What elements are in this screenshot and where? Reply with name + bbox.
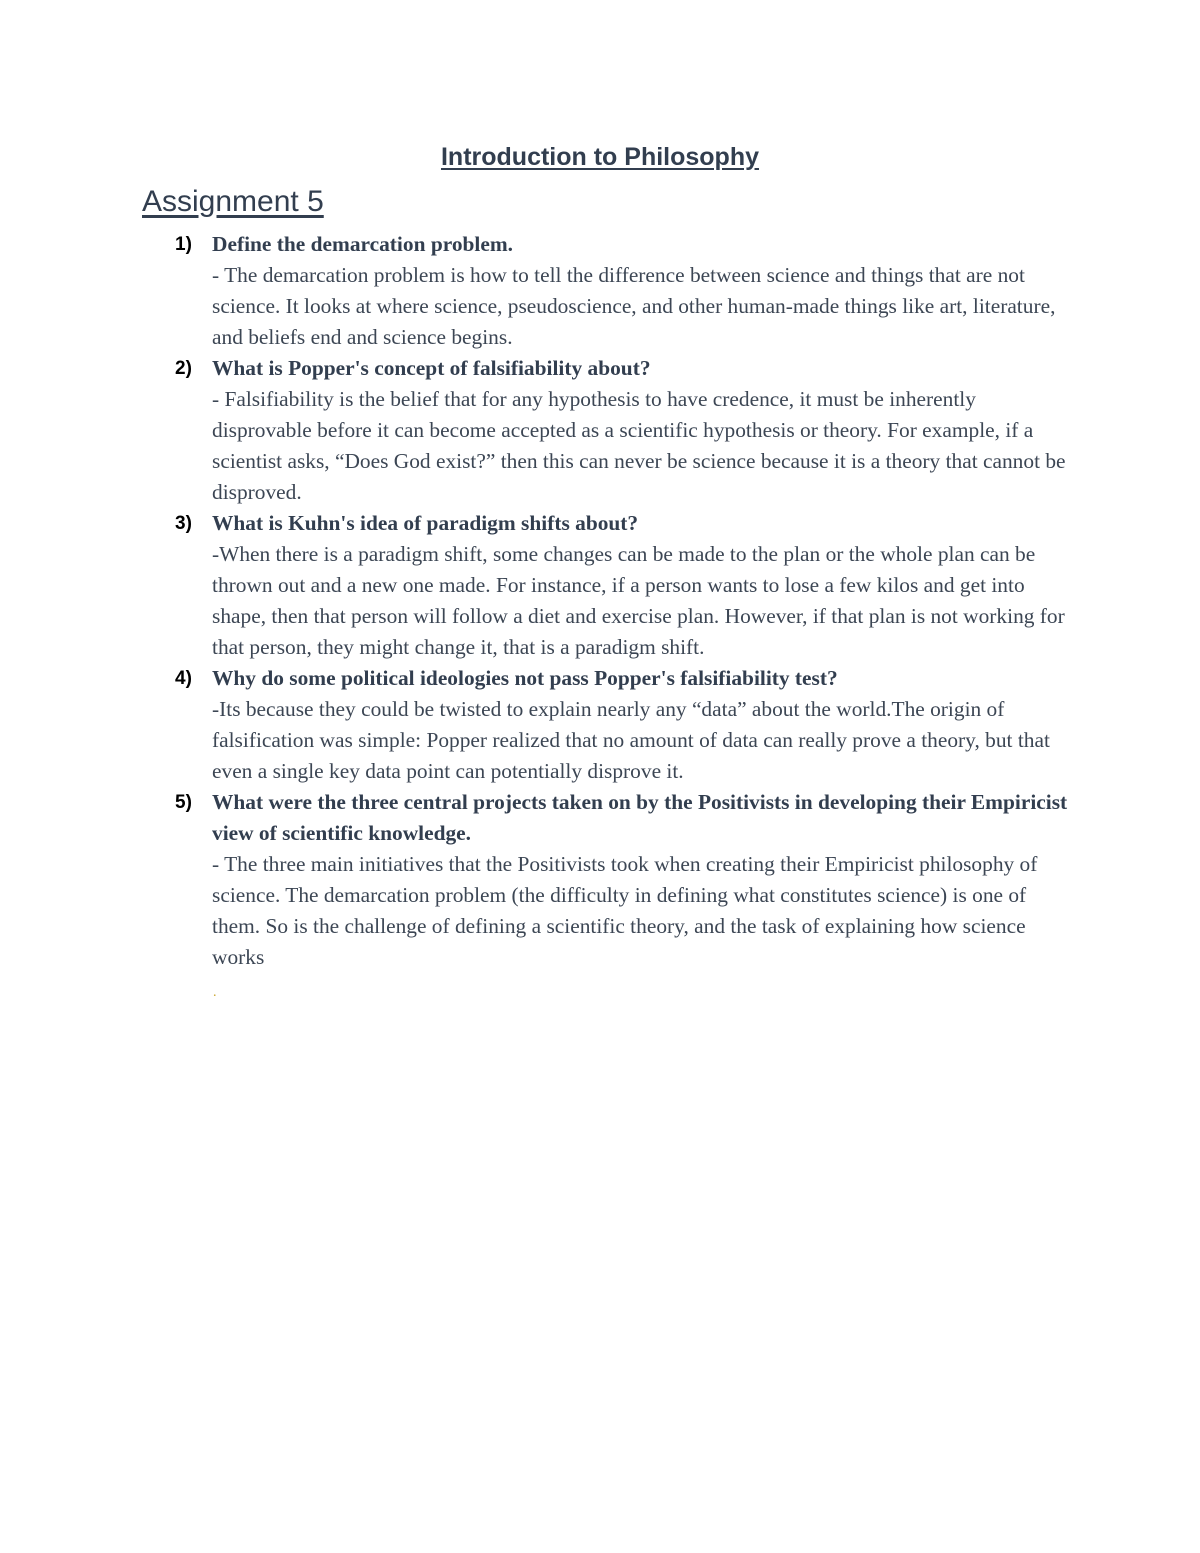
- assignment-heading: Assignment 5: [142, 185, 324, 218]
- question-text: Why do some political ideologies not pass Popper's falsifiability test?: [212, 666, 838, 690]
- question-text: What is Kuhn's idea of paradigm shifts about?: [212, 511, 639, 535]
- question-list: [175, 229, 1075, 973]
- answer-text: -Its because they could be twisted to explain nearly any “data” about the world.The origin of falsification was simple: Popper realized that no amount of data can really prove a theory, but that even a single key data point can potentially disprove it.: [212, 697, 1050, 783]
- answer-text: - Falsifiability is the belief that for any hypothesis to have credence, it must be inherently disprovable before it can become accepted as a scientific hypothesis or theory. For example, if a scientist asks, “Does God exist?” then this can never be science because it is a theory that cannot be disproved.: [212, 387, 1066, 504]
- question-item-3: [175, 508, 1075, 663]
- question-number: 4): [175, 668, 192, 689]
- answer-text: - The demarcation problem is how to tell the difference between science and things that are not science. It looks at where science, pseudoscience, and other human-made things like art, literature, and beliefs end and science begins.: [212, 263, 1056, 349]
- question-number: 3): [175, 513, 192, 534]
- question-text: Define the demarcation problem.: [212, 232, 514, 256]
- question-text: What is Popper's concept of falsifiability about?: [212, 356, 651, 380]
- question-number: 2): [175, 358, 192, 379]
- answer-text: -When there is a paradigm shift, some changes can be made to the plan or the whole plan can be thrown out and a new one made. For instance, if a person wants to lose a few kilos and get into shape, then that person will follow a diet and exercise plan. However, if that plan is not working for that person, they might change it, that is a paradigm shift.: [212, 542, 1065, 659]
- question-item-5: [175, 787, 1075, 973]
- document-title: Introduction to Philosophy: [440, 143, 760, 171]
- question-item-2: [175, 353, 1075, 508]
- trailing-mark: .: [213, 985, 217, 1000]
- answer-text: - The three main initiatives that the Positivists took when creating their Empiricist philosophy of science. The demarcation problem (the difficulty in defining what constitutes science) is one of them. So is the challenge of defining a scientific theory, and the task of explaining how science works: [212, 852, 1038, 969]
- question-item-1: [175, 229, 1075, 353]
- question-number: 1): [175, 234, 192, 255]
- question-number: 5): [175, 792, 192, 813]
- question-item-4: [175, 663, 1075, 787]
- question-text: What were the three central projects taken on by the Positivists in developing their Empiricist view of scientific knowledge.: [212, 790, 1068, 845]
